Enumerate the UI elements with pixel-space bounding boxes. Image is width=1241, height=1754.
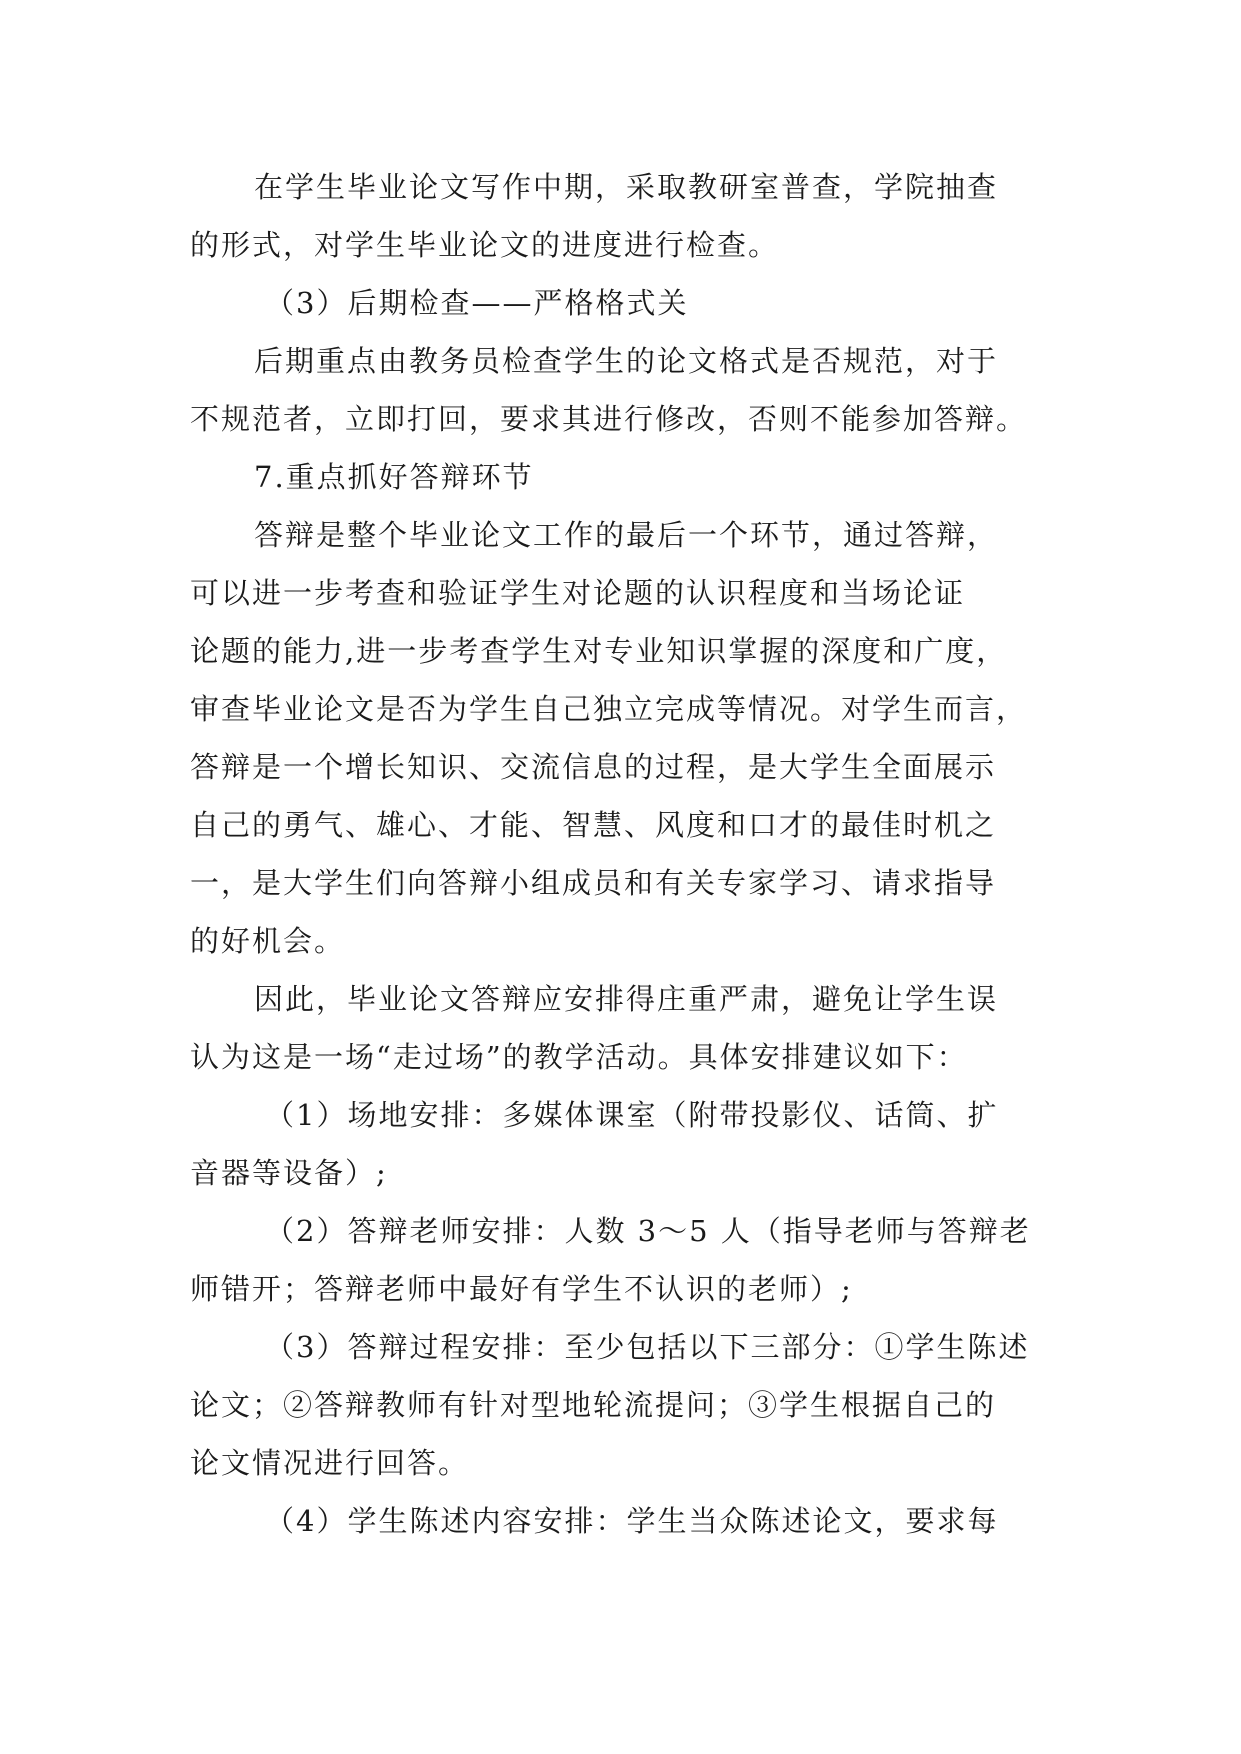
text-line: 答辩是整个毕业论文工作的最后一个环节，通过答辩， [254, 518, 999, 552]
text-line: （3）答辩过程安排：至少包括以下三部分：①学生陈述 [265, 1330, 1030, 1364]
text-line: 论题的能力,进一步考查学生对专业知识掌握的深度和广度， [190, 634, 1008, 668]
text-line: 论文；②答辩教师有针对型地轮流提问；③学生根据自己的 [190, 1388, 997, 1422]
text-line: （1）场地安排：多媒体课室（附带投影仪、话筒、扩 [265, 1098, 999, 1132]
text-line: 论文情况进行回答。 [190, 1446, 470, 1480]
text-line: 一，是大学生们向答辩小组成员和有关专家学习、请求指导 [190, 866, 997, 900]
paragraph [190, 970, 1070, 1086]
text-line: （3）后期检查——严格格式关 [265, 286, 689, 320]
text-line: 在学生毕业论文写作中期，采取教研室普查，学院抽查 [254, 170, 999, 204]
list-item [190, 1202, 1070, 1318]
text-line: 7.重点抓好答辩环节 [254, 460, 534, 494]
text-line: 师错开；答辩老师中最好有学生不认识的老师）; [190, 1272, 853, 1306]
text-line: 认为这是一场“走过场”的教学活动。具体安排建议如下： [190, 1040, 968, 1074]
paragraph [190, 448, 1070, 506]
text-line: 审查毕业论文是否为学生自己独立完成等情况。对学生而言， [190, 692, 1028, 726]
text-line: （4）学生陈述内容安排：学生当众陈述论文，要求每 [265, 1504, 999, 1538]
text-line: 的形式，对学生毕业论文的进度进行检查。 [190, 228, 780, 262]
paragraph [190, 506, 1070, 970]
text-line: 的好机会。 [190, 924, 346, 958]
paragraph [190, 158, 1070, 274]
text-line: 不规范者，立即打回，要求其进行修改，否则不能参加答辩。 [190, 402, 1028, 436]
text-line: 后期重点由教务员检查学生的论文格式是否规范，对于 [254, 344, 999, 378]
text-line: 自己的勇气、雄心、才能、智慧、风度和口才的最佳时机之 [190, 808, 997, 842]
list-item [190, 1086, 1070, 1202]
list-item [190, 274, 1070, 332]
list-item [190, 1318, 1070, 1492]
paragraph [190, 332, 1070, 448]
text-line: （2）答辩老师安排：人数 3～5 人（指导老师与答辩老 [265, 1214, 1031, 1248]
document-body [190, 158, 1070, 1550]
text-line: 因此，毕业论文答辩应安排得庄重严肃，避免让学生误 [254, 982, 999, 1016]
text-line: 音器等设备）; [190, 1156, 388, 1190]
list-item [190, 1492, 1070, 1550]
text-line: 答辩是一个增长知识、交流信息的过程，是大学生全面展示 [190, 750, 997, 784]
text-line: 可以进一步考查和验证学生对论题的认识程度和当场论证 [190, 576, 966, 610]
